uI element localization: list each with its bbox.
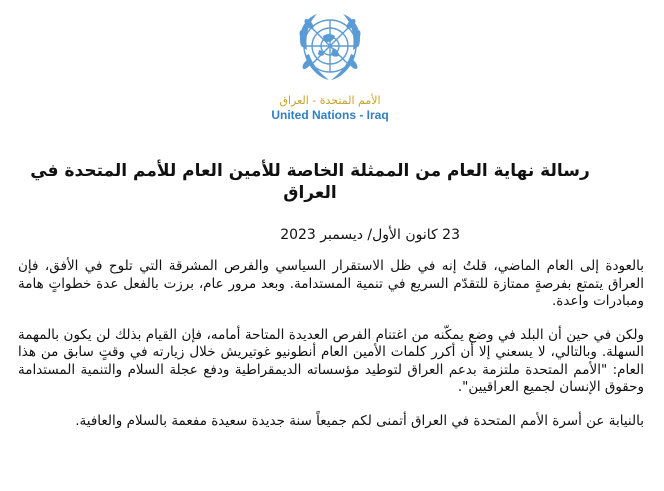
letter-title: رسالة نهاية العام من الممثلة الخاصة للأمين العام للأمم المتحدة في العراق [30,161,590,203]
un-emblem-icon [287,6,373,92]
paragraph: بالعودة إلى العام الماضي، قلتُ إنه في ظل الاستقرار السياسي والفرص المشرقة التي تلوح في الأفق، فإن العراق يتمتع بفرصةٍ ممتازة للتقدّم السريع في تنمية المستدامة. وبعد مرور عام، برزت بالفعل عدة خطواتٍ هامة ومبادرات واعدة. [18,258,644,309]
letter-body [18,160,644,430]
un-logo [260,6,400,123]
logo-arabic-text: الأمم المتحدة - العراق [279,94,381,107]
paragraph: بالنيابة عن أسرة الأمم المتحدة في العراق أتمنى لكم جميعاً سنة جديدة سعيدة مفعمة بالسلام والعافية. [75,412,644,429]
paragraph: ولكن في حين أن البلد في وضع يمكّنه من اغتنام الفرص العديدة المتاحة أمامه، فإن القيام بذلك لن يكون بالمهمة السهلة. وبالتالي، لا يسعني إلا أن أكرر كلمات الأمين العام أنطونيو غوتيريش خلال زيارته في وقتٍ سابق من هذا العام: "الأمم المتحدة ملتزمة بدعم العراق لتوطيد مؤسساته الديمقراطية ودفع عجلة السلام والتنمية المستدامة وحقوق الإنسان لجميع العراقيين". [18,326,644,395]
logo-english-text: United Nations - Iraq [271,108,389,122]
letter-date: 23 كانون الأول/ ديسمبر 2023 [280,227,460,243]
